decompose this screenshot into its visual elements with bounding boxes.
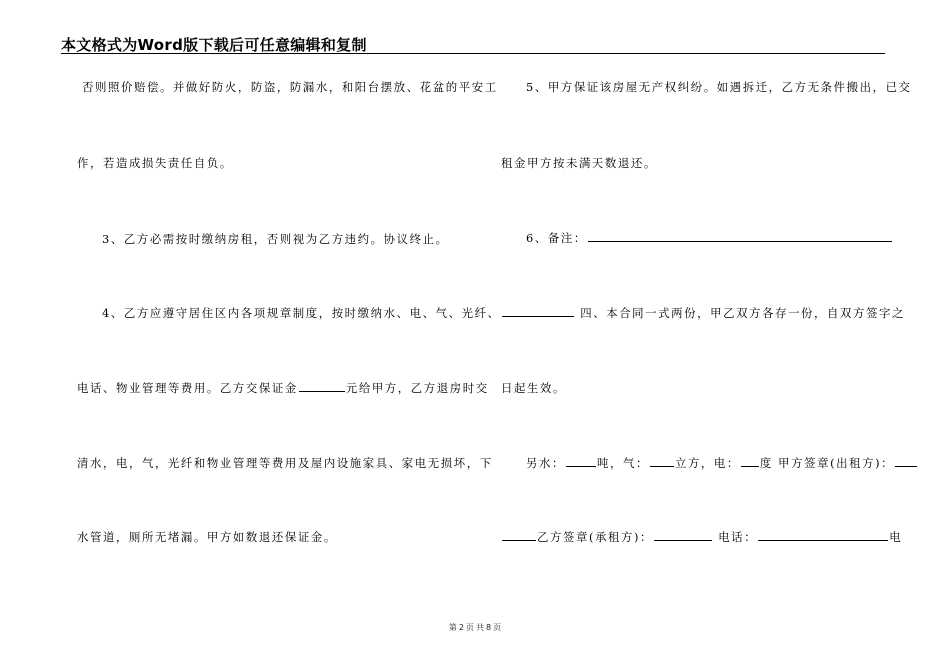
- right-line-7-tail: 电: [889, 530, 903, 544]
- lessor-signature-blank: [895, 456, 917, 467]
- right-line-6: [526, 455, 918, 471]
- header-divider: [61, 53, 885, 54]
- left-line-7: 水管道，厕所无堵漏。甲方如数退还保证金。: [77, 530, 337, 544]
- gas-label: 吨，气：: [596, 456, 649, 470]
- gas-blank: [650, 456, 674, 467]
- water-label: 另水：: [526, 456, 565, 470]
- footer-page-number: 2: [458, 623, 464, 632]
- footer-page-unit: 页: [466, 623, 474, 632]
- footer-total-pages: 8: [486, 623, 492, 632]
- water-blank: [566, 456, 596, 467]
- document-header-title: 本文格式为Word版下载后可任意编辑和复制: [61, 36, 367, 54]
- deposit-amount-blank: [299, 381, 345, 392]
- phone-blank: [758, 530, 888, 541]
- electricity-blank: [741, 456, 759, 467]
- left-line-4: 4、乙方应遵守居住区内各项规章制度，按时缴纳水、电、气、光纤、: [102, 306, 501, 320]
- lessor-signature-label: 度 甲方签章(出租方)：: [759, 456, 895, 470]
- footer-total-label: 共: [476, 623, 484, 632]
- left-line-6: 清水，电，气，光纤和物业管理等费用及屋内设施家具、家电无损坏，下: [77, 456, 493, 470]
- lessor-signature-continuation-blank: [502, 530, 536, 541]
- left-line-3: 3、乙方必需按时缴纳房租，否则视为乙方违约。协议终止。: [102, 232, 449, 246]
- left-line-5-text-b: 元给甲方，乙方退房时交: [345, 381, 489, 395]
- left-line-1: 否则照价赔偿。并做好防火，防盗，防漏水，和阳台摆放、花盆的平安工: [82, 80, 498, 94]
- right-line-4-text: 四、本合同一式两份，甲乙双方各存一份，自双方签字之: [575, 306, 905, 320]
- left-line-5: [77, 380, 489, 396]
- right-line-5: 日起生效。: [501, 381, 566, 395]
- electricity-label: 立方，电：: [674, 456, 740, 470]
- footer-total-unit: 页: [493, 623, 502, 632]
- right-line-1: 5、甲方保证该房屋无产权纠纷。如遇拆迁，乙方无条件搬出，已交: [526, 80, 912, 94]
- lessee-signature-label: 乙方签章(承租方)：: [537, 530, 654, 544]
- lessee-signature-blank: [654, 530, 712, 541]
- right-line-3: [526, 230, 893, 246]
- remarks-label: 6、备注：: [526, 231, 587, 245]
- left-line-2: 作，若造成损失责任自负。: [77, 156, 233, 170]
- right-line-2: 租金甲方按未满天数退还。: [501, 156, 657, 170]
- remarks-blank: [588, 231, 892, 242]
- right-line-7: [501, 529, 902, 545]
- phone-label: 电话：: [713, 530, 758, 544]
- left-line-5-text-a: 电话、物业管理等费用。乙方交保证金: [77, 381, 298, 395]
- remarks-continuation-blank: [502, 306, 574, 317]
- right-line-4: [501, 305, 905, 321]
- page-footer: [0, 622, 950, 633]
- footer-page-label: 第: [448, 623, 457, 632]
